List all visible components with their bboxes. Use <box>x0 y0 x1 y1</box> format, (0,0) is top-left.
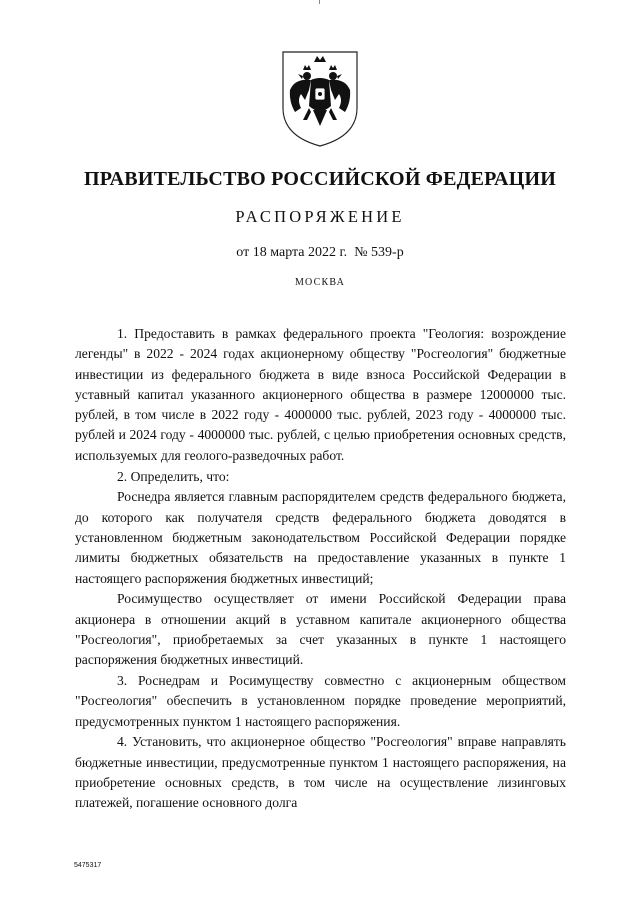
document-type-heading: РАСПОРЯЖЕНИЕ <box>235 207 405 226</box>
paragraph-4: 4. Установить, что акционерное общество "Росгеология" вправе направлять бюджетные инвестиции, предусмотренные пунктом 1 настоящего распоряжения, на приобретение основных средств, в том числе на осуществление лизинговых платежей, погашение основного долга <box>75 734 566 811</box>
page-top-tick <box>319 0 320 4</box>
coat-of-arms-icon <box>281 50 359 148</box>
document-date: от 18 марта 2022 г. <box>236 245 348 260</box>
paragraph-2: 2. Определить, что: <box>117 468 230 484</box>
document-body <box>75 324 566 814</box>
document-number: № 539-р <box>354 245 404 260</box>
city-name: МОСКВА <box>294 277 346 288</box>
paragraph-3: 3. Роснедрам и Росимуществу совместно с акционерным обществом "Росгеология" обеспечить в установленном порядке проведение мероприятий, предусмотренных пунктом 1 настоящего распоряжения. <box>75 673 566 729</box>
government-title: ПРАВИТЕЛЬСТВО РОССИЙСКОЙ ФЕДЕРАЦИИ <box>84 168 556 190</box>
document-id: 5475317 <box>74 862 102 869</box>
document-date-line <box>0 245 640 261</box>
paragraph-2b: Росимущество осуществляет от имени Российской Федерации права акционера в отношении акций в уставном капитале акционерного общества "Росгеология", приобретаемых за счет указанных в пункте 1 настоящего распоряжения бюджетных инвестиций. <box>75 591 566 668</box>
paragraph-2a: Роснедра является главным распорядителем средств федерального бюджета, до которого как получателя средств федерального бюджета доводятся в установленном бюджетным законодательством Российской Федерации порядке лимиты бюджетных обязательств на предоставление указанных в пункте 1 настоящего распоряжения бюджетных инвестиций; <box>75 489 566 586</box>
paragraph-1: 1. Предоставить в рамках федерального проекта "Геология: возрождение легенды" в 2022 - 2024 годах акционерному обществу "Росгеология" бюджетные инвестиции из федерального бюджета в виде взноса Российской Федерации в уставный капитал указанного акционерного общества в размере 12000000 тыс. рублей, в том числе в 2022 году - 4000000 тыс. рублей, 2023 году - 4000000 тыс. рублей и 2024 году - 4000000 тыс. рублей, с целью приобретения основных средств, используемых для геолого-разведочных работ. <box>75 326 566 463</box>
